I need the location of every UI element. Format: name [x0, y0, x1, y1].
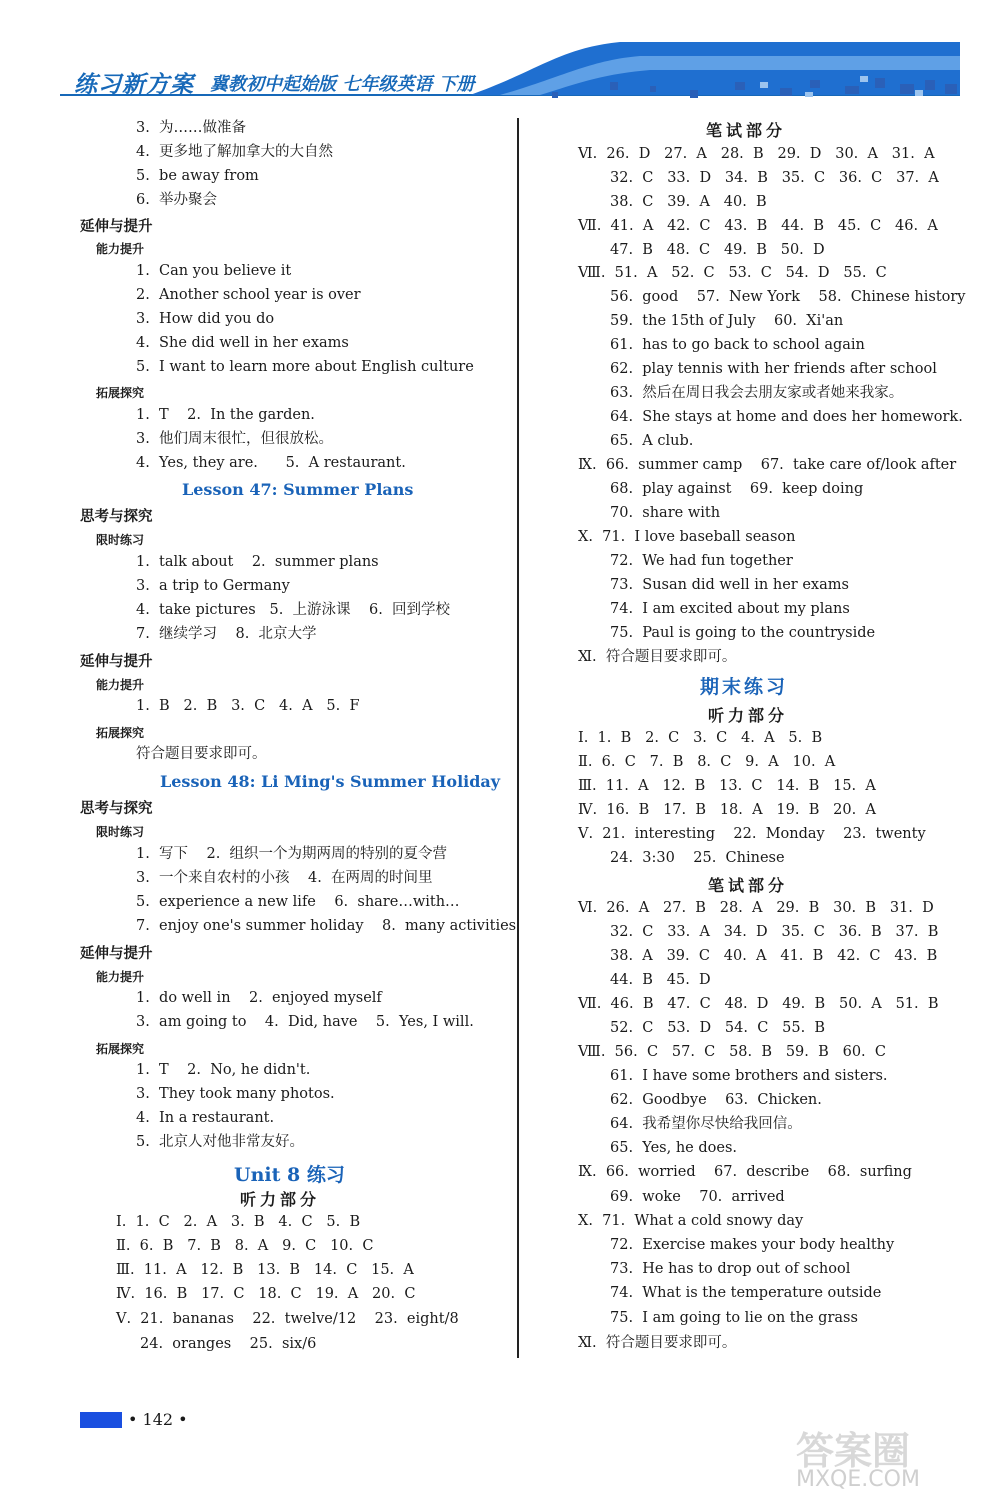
answer-line: Ⅸ. 66. worried 67. describe 68. surfing — [578, 1164, 912, 1180]
answer-line: 1. T 2. No, he didn't. — [136, 1062, 311, 1078]
answer-line: 3. 为……做准备 — [136, 120, 247, 136]
answer-line: 47. B 48. C 49. B 50. D — [610, 242, 825, 258]
section-heading: 思考与探究 — [80, 509, 153, 525]
answer-line: 4. 更多地了解加拿大的大自然 — [136, 144, 334, 160]
answer-line: 64. 我希望你尽快给我回信。 — [610, 1116, 802, 1132]
answer-line: 72. We had fun together — [610, 553, 793, 569]
answer-line: 65. A club. — [610, 433, 694, 449]
unit-title: Unit 8 练习 — [234, 1164, 345, 1186]
final-practice-title: 期末练习 — [700, 676, 789, 698]
subsection-heading: 能力提升 — [96, 242, 145, 256]
answer-line: 4. take pictures 5. 上游泳课 6. 回到学校 — [136, 602, 451, 618]
answer-line: 68. play against 69. keep doing — [610, 481, 864, 497]
answer-line: Ⅳ. 16. B 17. C 18. C 19. A 20. C — [116, 1286, 416, 1302]
answer-line: Ⅰ. 1. B 2. C 3. C 4. A 5. B — [578, 730, 823, 746]
section-heading: 延伸与提升 — [80, 654, 153, 670]
section-heading: 思考与探究 — [80, 801, 153, 817]
answer-line: 32. C 33. D 34. B 35. C 36. C 37. A — [610, 170, 939, 186]
answer-line: 63. 然后在周日我会去朋友家或者她来我家。 — [610, 385, 904, 401]
part-heading: 笔试部分 — [706, 121, 787, 140]
answer-line: 4. Yes, they are. 5. A restaurant. — [136, 455, 406, 471]
answer-line: 73. Susan did well in her exams — [610, 577, 849, 593]
answer-line: 6. 举办聚会 — [136, 192, 218, 208]
subsection-heading: 能力提升 — [96, 678, 145, 692]
answer-line: 61. has to go back to school again — [610, 337, 865, 353]
answer-line: 1. Can you believe it — [136, 263, 292, 279]
book-subtitle: 冀教初中起始版 七年级英语 下册 — [210, 74, 475, 95]
answer-line: Ⅺ. 符合题目要求即可。 — [578, 1335, 737, 1351]
lesson-title: Lesson 48: Li Ming's Summer Holiday — [160, 772, 501, 791]
answer-line: 7. 继续学习 8. 北京大学 — [136, 626, 317, 642]
watermark-url: MXQE.COM — [796, 1467, 920, 1492]
answer-line: 44. B 45. D — [610, 972, 711, 988]
answer-line: 59. the 15th of July 60. Xi'an — [610, 313, 844, 329]
answer-line: Ⅸ. 66. summer camp 67. take care of/look after — [578, 457, 957, 473]
answer-line: Ⅱ. 6. C 7. B 8. C 9. A 10. A — [578, 754, 836, 770]
answer-line: 52. C 53. D 54. C 55. B — [610, 1020, 826, 1036]
answer-line: 24. 3:30 25. Chinese — [610, 850, 785, 866]
answer-line: 74. I am excited about my plans — [610, 601, 850, 617]
answer-line: 1. B 2. B 3. C 4. A 5. F — [136, 698, 360, 714]
answer-line: 3. They took many photos. — [136, 1086, 335, 1102]
answer-line: 1. do well in 2. enjoyed myself — [136, 990, 382, 1006]
answer-line: 5. I want to learn more about English culture — [136, 359, 474, 375]
book-title: 练习新方案 — [74, 71, 194, 98]
answer-line: 38. A 39. C 40. A 41. B 42. C 43. B — [610, 948, 938, 964]
answer-line: 1. 写下 2. 组织一个为期两周的特别的夏令营 — [136, 846, 448, 862]
answer-line: 5. experience a new life 6. share…with… — [136, 894, 460, 910]
answer-line: 75. Paul is going to the countryside — [610, 625, 876, 641]
answer-line: 3. How did you do — [136, 311, 275, 327]
answer-line: Ⅹ. 71. What a cold snowy day — [578, 1213, 804, 1229]
answer-line: Ⅰ. 1. C 2. A 3. B 4. C 5. B — [116, 1214, 361, 1230]
answer-line: 5. be away from — [136, 168, 259, 184]
subsection-heading: 拓展探究 — [96, 726, 145, 740]
answer-line: Ⅲ. 11. A 12. B 13. C 14. B 15. A — [578, 778, 876, 794]
answer-line: Ⅶ. 46. B 47. C 48. D 49. B 50. A 51. B — [578, 996, 939, 1012]
answer-line: 73. He has to drop out of school — [610, 1261, 851, 1277]
answer-line: Ⅴ. 21. interesting 22. Monday 23. twenty — [578, 826, 926, 842]
subsection-heading: 能力提升 — [96, 970, 145, 984]
answer-line: 62. play tennis with her friends after school — [610, 361, 937, 377]
part-heading: 听力部分 — [708, 706, 789, 725]
answer-line: 38. C 39. A 40. B — [610, 194, 767, 210]
subsection-heading: 拓展探究 — [96, 1042, 145, 1056]
answer-line: Ⅳ. 16. B 17. B 18. A 19. B 20. A — [578, 802, 876, 818]
subsection-heading: 限时练习 — [96, 825, 145, 839]
answer-line: 4. In a restaurant. — [136, 1110, 275, 1126]
answer-line: 4. She did well in her exams — [136, 335, 349, 351]
part-heading: 听力部分 — [240, 1190, 321, 1209]
answer-line: 65. Yes, he does. — [610, 1140, 738, 1156]
answer-line: 70. share with — [610, 505, 721, 521]
column-divider — [517, 118, 519, 1358]
answer-line: Ⅵ. 26. A 27. B 28. A 29. B 30. B 31. D — [578, 900, 934, 916]
subsection-heading: 限时练习 — [96, 533, 145, 547]
section-heading: 延伸与提升 — [80, 219, 153, 235]
answer-line: 2. Another school year is over — [136, 287, 361, 303]
answer-line: 3. 他们周末很忙，但很放松。 — [136, 431, 334, 447]
answer-line: 3. 一个来自农村的小孩 4. 在两周的时间里 — [136, 870, 433, 886]
answer-line: 1. talk about 2. summer plans — [136, 554, 379, 570]
answer-line: 24. oranges 25. six/6 — [140, 1336, 317, 1352]
answer-line: Ⅱ. 6. B 7. B 8. A 9. C 10. C — [116, 1238, 374, 1254]
answer-line: Ⅵ. 26. D 27. A 28. B 29. D 30. A 31. A — [578, 146, 935, 162]
answer-line: Ⅲ. 11. A 12. B 13. B 14. C 15. A — [116, 1262, 414, 1278]
answer-line: 3. a trip to Germany — [136, 578, 290, 594]
answer-line: Ⅺ. 符合题目要求即可。 — [578, 649, 737, 665]
page-number-marker — [80, 1412, 122, 1428]
answer-line: 72. Exercise makes your body healthy — [610, 1237, 895, 1253]
answer-line: Ⅷ. 51. A 52. C 53. C 54. D 55. C — [578, 265, 887, 281]
answer-line: 56. good 57. New York 58. Chinese history — [610, 289, 966, 305]
lesson-title: Lesson 47: Summer Plans — [182, 480, 414, 499]
part-heading: 笔试部分 — [708, 876, 789, 895]
watermark-logo: 答案圈 — [796, 1429, 911, 1473]
answer-line: 3. am going to 4. Did, have 5. Yes, I will. — [136, 1014, 474, 1030]
answer-line: 32. C 33. A 34. D 35. C 36. B 37. B — [610, 924, 939, 940]
answer-line: 5. 北京人对他非常友好。 — [136, 1134, 305, 1150]
answer-line: 1. T 2. In the garden. — [136, 407, 315, 423]
section-heading: 延伸与提升 — [80, 946, 153, 962]
answer-line: Ⅶ. 41. A 42. C 43. B 44. B 45. C 46. A — [578, 218, 938, 234]
page-header — [0, 0, 1000, 110]
page-number: • 142 • — [128, 1410, 188, 1429]
answer-line: 61. I have some brothers and sisters. — [610, 1068, 888, 1084]
answer-line: 74. What is the temperature outside — [610, 1285, 882, 1301]
answer-line: 62. Goodbye 63. Chicken. — [610, 1092, 822, 1108]
answer-line: 75. I am going to lie on the grass — [610, 1310, 858, 1326]
answer-line: 符合题目要求即可。 — [136, 746, 267, 762]
answer-line: 64. She stays at home and does her homework. — [610, 409, 963, 425]
answer-line: Ⅹ. 71. I love baseball season — [578, 529, 796, 545]
answer-line: 7. enjoy one's summer holiday 8. many activities — [136, 918, 517, 934]
subsection-heading: 拓展探究 — [96, 386, 145, 400]
answer-line: Ⅷ. 56. C 57. C 58. B 59. B 60. C — [578, 1044, 886, 1060]
answer-line: Ⅴ. 21. bananas 22. twelve/12 23. eight/8 — [116, 1311, 459, 1327]
answer-line: 69. woke 70. arrived — [610, 1189, 785, 1205]
